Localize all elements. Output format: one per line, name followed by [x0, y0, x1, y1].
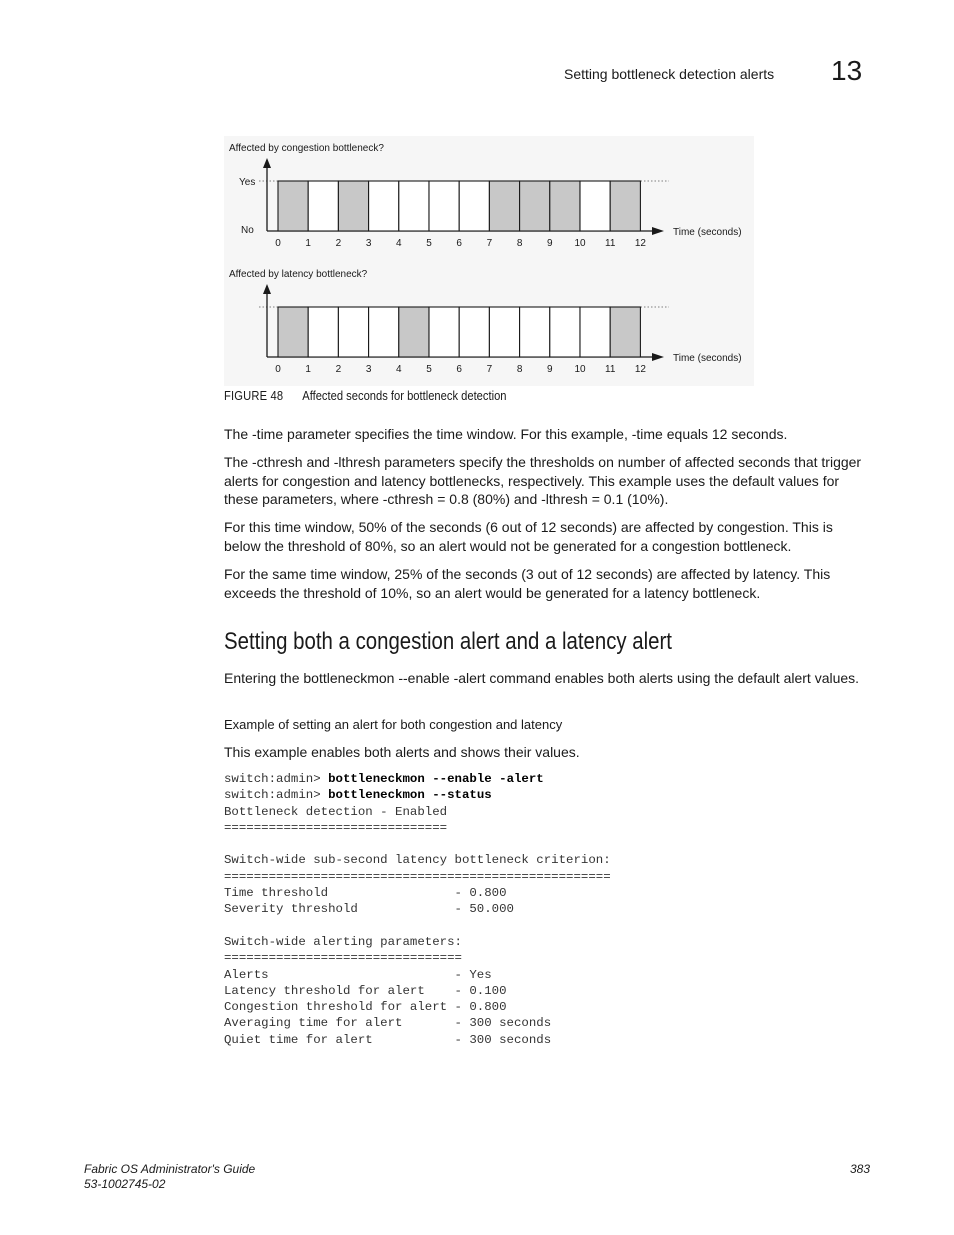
bottom-tick-label: 12 [634, 364, 646, 375]
footer-guide-title: Fabric OS Administrator's Guide [84, 1162, 256, 1176]
top-second-12-affected [610, 181, 640, 231]
bottom-tick-label: 8 [516, 364, 523, 375]
bottom-tick-label: 2 [335, 364, 342, 375]
shell-prompt: switch:admin> [224, 772, 329, 786]
top-tick-label: 10 [574, 238, 586, 249]
text-run: and [302, 454, 334, 470]
text-run: parameter specifies the time window. For this example, [283, 426, 632, 442]
bottom-second-4-unaffected [369, 307, 399, 357]
text-run: = 0.1 (10%). [587, 491, 669, 507]
text-run: Entering the [224, 670, 304, 686]
text-run: The [224, 454, 253, 470]
section-heading: Setting both a congestion alert and a latency alert [224, 628, 672, 655]
figure-caption [224, 388, 507, 403]
text-run: = 0.8 (80%) and [433, 491, 542, 507]
bottom-tick-label: 7 [486, 364, 493, 375]
running-header-title: Setting bottleneck detection alerts [564, 66, 775, 82]
param-time: -time [631, 426, 663, 442]
top-tick-label: 1 [305, 238, 311, 249]
top-tick-label: 7 [486, 238, 493, 249]
bottom-second-2-unaffected [308, 307, 338, 357]
top-second-7-unaffected [459, 181, 489, 231]
paragraph-enable-command [224, 669, 870, 688]
top-tick-label: 4 [396, 238, 402, 249]
top-tick-label: 11 [605, 238, 616, 249]
bottom-chart-title: Affected by latency bottleneck? [229, 269, 368, 280]
bottom-second-3-unaffected [338, 307, 368, 357]
param-lthresh: -lthresh [541, 491, 588, 507]
bottom-tick-label: 10 [574, 364, 586, 375]
bottom-second-8-unaffected [489, 307, 519, 357]
top-tick-label: 6 [456, 238, 462, 249]
bottom-tick-label: 9 [547, 364, 553, 375]
figure-title: Affected seconds for bottleneck detection [302, 388, 507, 403]
chapter-number: 13 [831, 55, 863, 86]
text-run: parameters specify the thresholds on number of affected seconds that trigger alerts for congestion and latency bottlenecks, respectively. This example uses the default values for these parameters, where [224, 454, 862, 507]
example-heading: Example of setting an alert for both congestion and latency [224, 717, 563, 732]
top-second-2-unaffected [308, 181, 338, 231]
top-tick-label: 5 [426, 238, 432, 249]
top-second-8-affected [489, 181, 519, 231]
top-chart-no-label: No [241, 225, 254, 236]
top-second-11-unaffected [580, 181, 610, 231]
bottom-tick-label: 5 [426, 364, 432, 375]
top-tick-label: 2 [335, 238, 342, 249]
footer-doc-number: 53-1002745-02 [84, 1177, 166, 1191]
bottom-second-5-affected [399, 307, 429, 357]
top-chart-yes-label: Yes [239, 177, 256, 188]
figure-label: FIGURE 48 [224, 388, 284, 403]
page-number: 383 [850, 1162, 871, 1176]
top-tick-label: 3 [365, 238, 372, 249]
top-second-3-affected [338, 181, 368, 231]
top-tick-label: 12 [634, 238, 646, 249]
bottom-x-axis-label: Time (seconds) [673, 353, 742, 364]
top-second-1-affected [278, 181, 308, 231]
top-tick-label: 9 [547, 238, 553, 249]
param-time: -time [252, 426, 284, 442]
bottom-second-6-unaffected [429, 307, 459, 357]
bottom-tick-label: 3 [365, 364, 372, 375]
bottom-tick-label: 0 [275, 364, 281, 375]
param-cthresh: -cthresh [382, 491, 434, 507]
code-example [224, 771, 611, 1048]
bottom-second-1-affected [278, 307, 308, 357]
text-run: The [224, 426, 253, 442]
paragraph-time-param [224, 425, 870, 444]
top-second-4-unaffected [369, 181, 399, 231]
top-tick-label: 0 [275, 238, 281, 249]
param-cthresh: -cthresh [252, 454, 303, 470]
figure-48 [224, 136, 754, 386]
command-enable-alert: bottleneckmon --enable -alert [328, 772, 544, 786]
bottom-tick-label: 6 [456, 364, 462, 375]
top-x-axis-label: Time (seconds) [673, 227, 742, 238]
paragraph-threshold-params [224, 453, 870, 509]
bottom-tick-label: 1 [305, 364, 311, 375]
text-run: command enables both alerts using the default alert values. [485, 670, 860, 686]
shell-prompt: switch:admin> [224, 788, 329, 803]
bottom-second-12-affected [610, 307, 640, 357]
text-run: equals 12 seconds. [662, 426, 788, 442]
top-tick-label: 8 [516, 238, 523, 249]
top-chart-title: Affected by congestion bottleneck? [229, 143, 384, 154]
bottleneck-timeline-figure [224, 136, 754, 386]
command-status: bottleneckmon --status [328, 788, 492, 803]
bottom-second-10-unaffected [550, 307, 580, 357]
paragraph-congestion-analysis: For this time window, 50% of the seconds (6 out of 12 seconds) are affected by congestion. This is below the threshold of 80%, so an alert would not be generated for a congestion bottleneck. [224, 519, 833, 554]
bottom-second-11-unaffected [580, 307, 610, 357]
paragraph-latency-analysis: For the same time window, 25% of the seconds (3 out of 12 seconds) are affected by latency. This exceeds the threshold of 10%, so an alert would be generated for a latency bottleneck. [224, 566, 831, 601]
top-second-9-affected [520, 181, 550, 231]
command-output: Bottleneck detection - Enabled ============================== Switch-wide sub-second latency bottleneck criterion: ==================================================== Time threshold - 0.800 Severity threshold - 50.000 Switch-wide alerting parameters: ================================ Alerts - Yes Latency threshold for alert - 0.100 Congestion threshold for alert - 0.800 Averaging time for alert - 300 seconds Quiet time for alert - 300 seconds [224, 804, 611, 1047]
bottom-tick-label: 11 [605, 364, 616, 375]
paragraph-example-intro: This example enables both alerts and shows their values. [224, 744, 580, 760]
top-second-5-unaffected [399, 181, 429, 231]
top-second-6-unaffected [429, 181, 459, 231]
bottom-second-9-unaffected [520, 307, 550, 357]
bottom-tick-label: 4 [396, 364, 402, 375]
command-name: bottleneckmon --enable -alert [303, 670, 486, 686]
param-lthresh: -lthresh [333, 454, 381, 470]
top-second-10-affected [550, 181, 580, 231]
bottom-second-7-unaffected [459, 307, 489, 357]
